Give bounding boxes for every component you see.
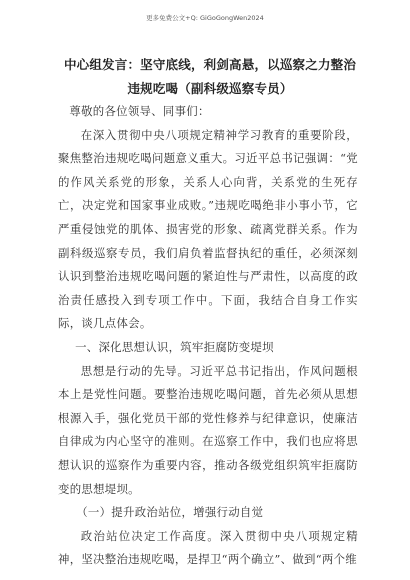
subsection-heading-1: （一）提升政治站位，增强行动自觉 [76, 505, 264, 520]
section-heading-1: 一、深化思想认识，筑牢拒腐防变堤坝 [75, 339, 274, 354]
document-title: 中心组发言：坚守底线，利剑高悬，以巡察之力整治违规吃喝（副科级巡察专员） [63, 57, 357, 96]
header-watermark: 更多免费公文+Q: GiGoGongWen2024 [146, 14, 264, 22]
document-body [58, 100, 358, 572]
salutation: 尊敬的各位领导、同事们： [69, 104, 210, 118]
intro-paragraph: 在深入贯彻中央八项规定精神学习教育的重要阶段，聚焦整治违规吃喝问题意义重大。习近平总书记强调：“党的作风关系党的形象，关系人心向背，关系党的生死存亡，决定党和国家事业成败。”违规吃喝绝非小事小节，它严重侵蚀党的肌体、损害党的形象、疏离党群关系。作为副科级巡察专员，我们肩负着监督执纪的重任，必须深刻认识到整治违规吃喝问题的紧迫性与严肃性，以高度的政治责任感投入到专项工作中。下面，我结合自身工作实际，谈几点体会。 [58, 127, 358, 331]
subsection-paragraph-1: 政治站位决定工作高度。深入贯彻中央八项规定精神，坚决整治违规吃喝，是捍卫“两个确立”、做到“两个维 [58, 528, 358, 567]
section-paragraph-1: 思想是行动的先导。习近平总书记指出，作风问题根本上是党性问题。要整治违规吃喝问题，首先必须从思想根源入手，强化党员干部的党性修养与纪律意识，使廉洁自律成为内心坚守的准则。在巡察工作中，我们也应将思想认识的巡察作为重要内容，推动各级党组织筑牢拒腐防变的思想堤坝。 [58, 363, 358, 496]
